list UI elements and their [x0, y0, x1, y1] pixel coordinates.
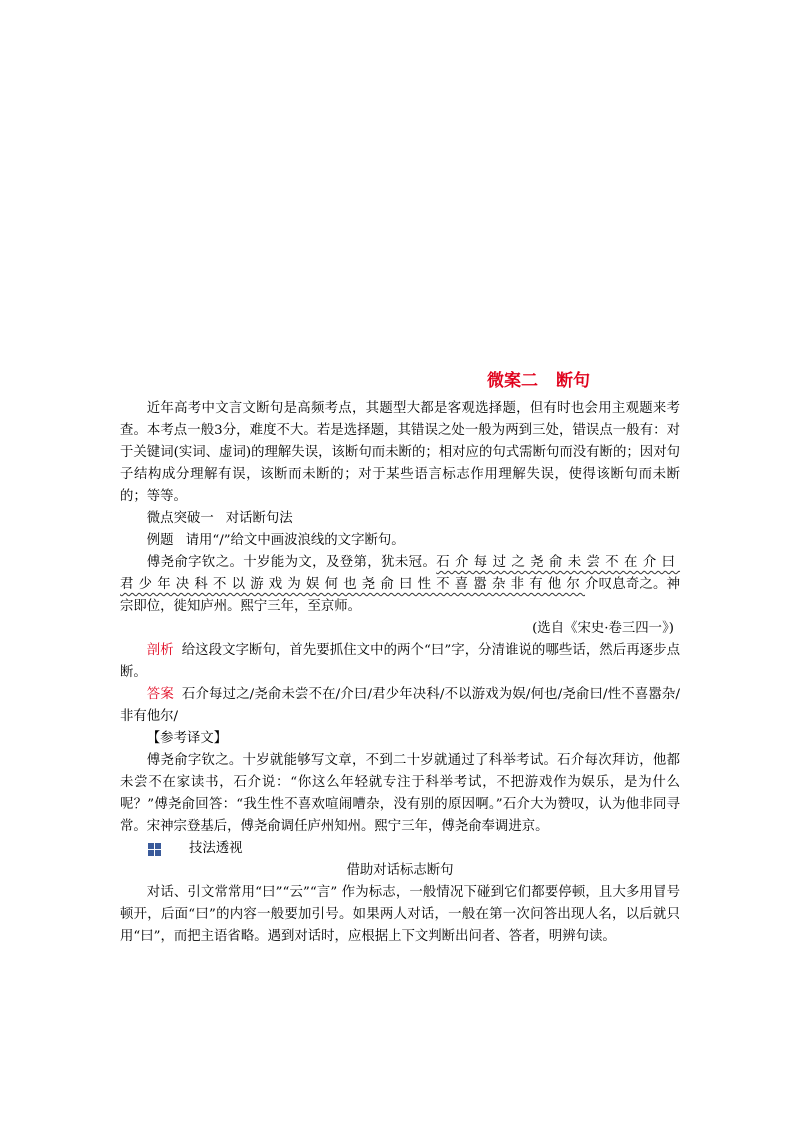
- analysis-paragraph: [120, 640, 680, 684]
- answer-label: 答案: [146, 687, 174, 702]
- page-title: [487, 366, 590, 391]
- technique-subtitle: 借助对话标志断句: [346, 863, 454, 878]
- wavy-underlined-text: 石介每过之尧俞未尝不在介曰君少年决科不以游戏为娱何也尧俞曰性不喜嚣杂非有他尔: [120, 555, 681, 592]
- grid-icon: [148, 843, 161, 856]
- technique-heading: [120, 838, 680, 860]
- classical-passage: [120, 552, 680, 618]
- title-main: 微案二: [487, 371, 538, 391]
- example-prompt: [120, 530, 680, 552]
- translation-paragraph: 傅尧俞字钦之。十岁就能够写文章，不到二十岁就通过了科举考试。石介每次拜访，他都未尝不在家读书，石介说：“你这么年轻就专注于科举考试，不把游戏作为娱乐，是为什么呢？”傅尧俞回答：“我生性不喜欢喧闹嘈杂，没有别的原因啊。”石介大为赞叹，认为他非同寻常。宋神宗登基后，傅尧俞调任庐州知州。熙宁三年，傅尧俞奉调进京。: [120, 753, 680, 834]
- technique-label: 技法透视: [189, 841, 243, 856]
- passage-before: 傅尧俞字钦之。十岁能为文，及登第，犹未冠。: [146, 555, 437, 570]
- answer-paragraph: [120, 684, 680, 728]
- translation-heading: 【参考译文】: [146, 731, 228, 746]
- technique-paragraph: 对话、引文常常用“曰”“云”“言” 作为标志，一般情况下碰到它们都要停顿，且大多用冒号顿开，后面“曰”的内容一般要加引号。如果两人对话，一般在第一次问答出现人名，以后就只用“曰”，而把主语省略。遇到对话时，应根据上下文判断出问者、答者，明辨句读。: [120, 885, 680, 944]
- analysis-label: 剖析: [146, 643, 174, 658]
- example-label: 例题: [146, 533, 174, 548]
- passage-after: 介叹息奇之。神宗即位，徙知庐州。熙宁三年，至京师。: [120, 577, 681, 614]
- passage-source: (选自《宋史·卷三四一》): [532, 621, 674, 636]
- title-sub: 断句: [556, 371, 590, 391]
- answer-text: 石介每过之/尧俞未尝不在/介曰/君少年决科/不以游戏为娱/何也/尧俞曰/性不喜嚣杂/非有他尔/: [120, 687, 680, 724]
- intro-paragraph: 近年高考中文言文断句是高频考点，其题型大都是客观选择题，但有时也会用主观题来考查。本考点一般3分，难度不大。若是选择题，其错误之处一般为两到三处，错误点一般有：对于关键词(实词、虚词)的理解失误，该断句而未断的；相对应的句式需断句而没有断的；因对句子结构成分理解有误，该断而未断的；对于某些语言标志作用理解失误，使得该断句而未断的；等等。: [120, 401, 680, 504]
- section-label: 微点突破一: [146, 511, 214, 526]
- section-name: 对话断句法: [225, 511, 293, 526]
- example-text: 请用“/”给文中画波浪线的文字断句。: [185, 533, 405, 548]
- analysis-text: 给这段文字断句，首先要抓住文中的两个“曰”字，分清谁说的哪些话，然后再逐步点断。: [120, 643, 680, 680]
- document-body: [120, 398, 680, 948]
- section-heading: [120, 508, 680, 530]
